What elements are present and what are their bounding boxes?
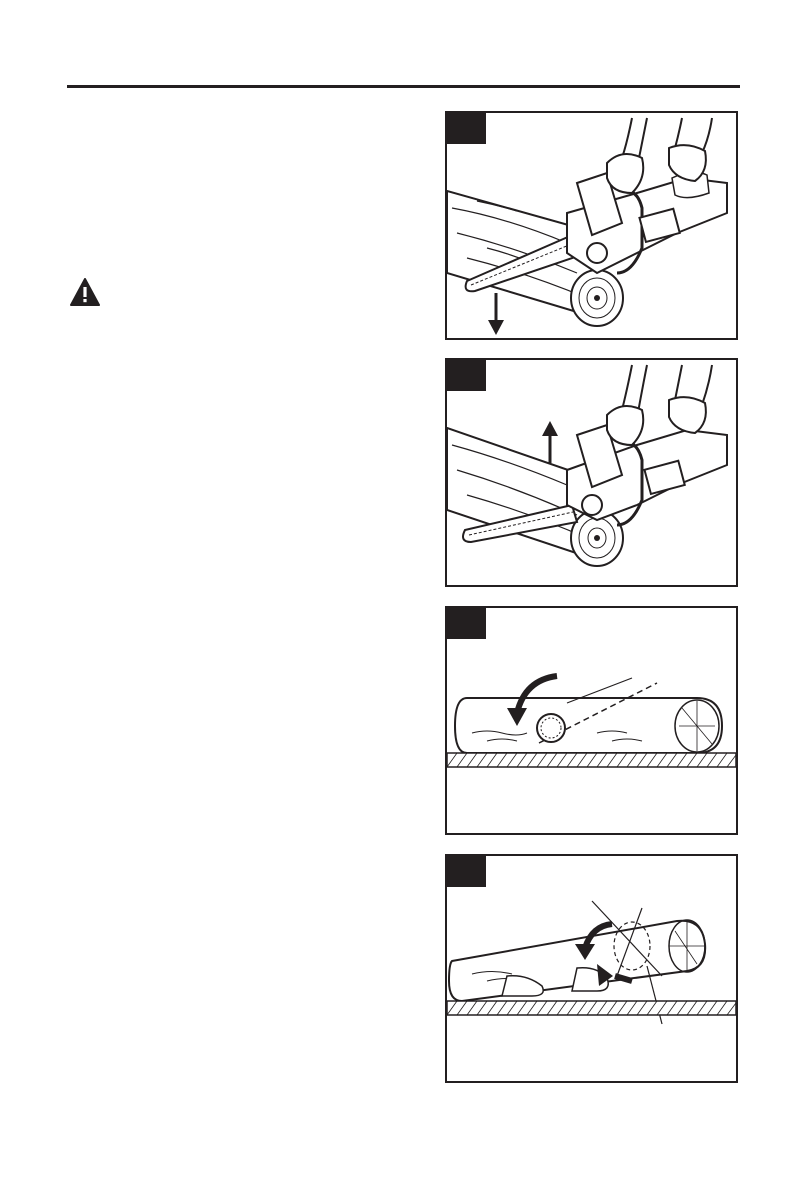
figure-log-on-ground bbox=[445, 606, 738, 835]
figure-number-badge bbox=[447, 608, 486, 639]
figure-number-badge bbox=[447, 360, 486, 391]
figure-chainsaw-underbuck bbox=[445, 358, 738, 587]
figure-number-badge bbox=[447, 113, 486, 144]
figure-number-badge bbox=[447, 856, 486, 887]
header-rule bbox=[67, 85, 740, 88]
figure-supported-log bbox=[445, 854, 738, 1083]
warning-triangle-icon bbox=[70, 278, 100, 306]
figure-chainsaw-overbuck bbox=[445, 111, 738, 340]
log-on-ground-rolling-illustration bbox=[447, 608, 736, 833]
supported-log-cut-illustration bbox=[447, 856, 736, 1081]
chainsaw-cutting-down-illustration bbox=[447, 113, 736, 338]
chainsaw-cutting-up-illustration bbox=[447, 360, 736, 585]
